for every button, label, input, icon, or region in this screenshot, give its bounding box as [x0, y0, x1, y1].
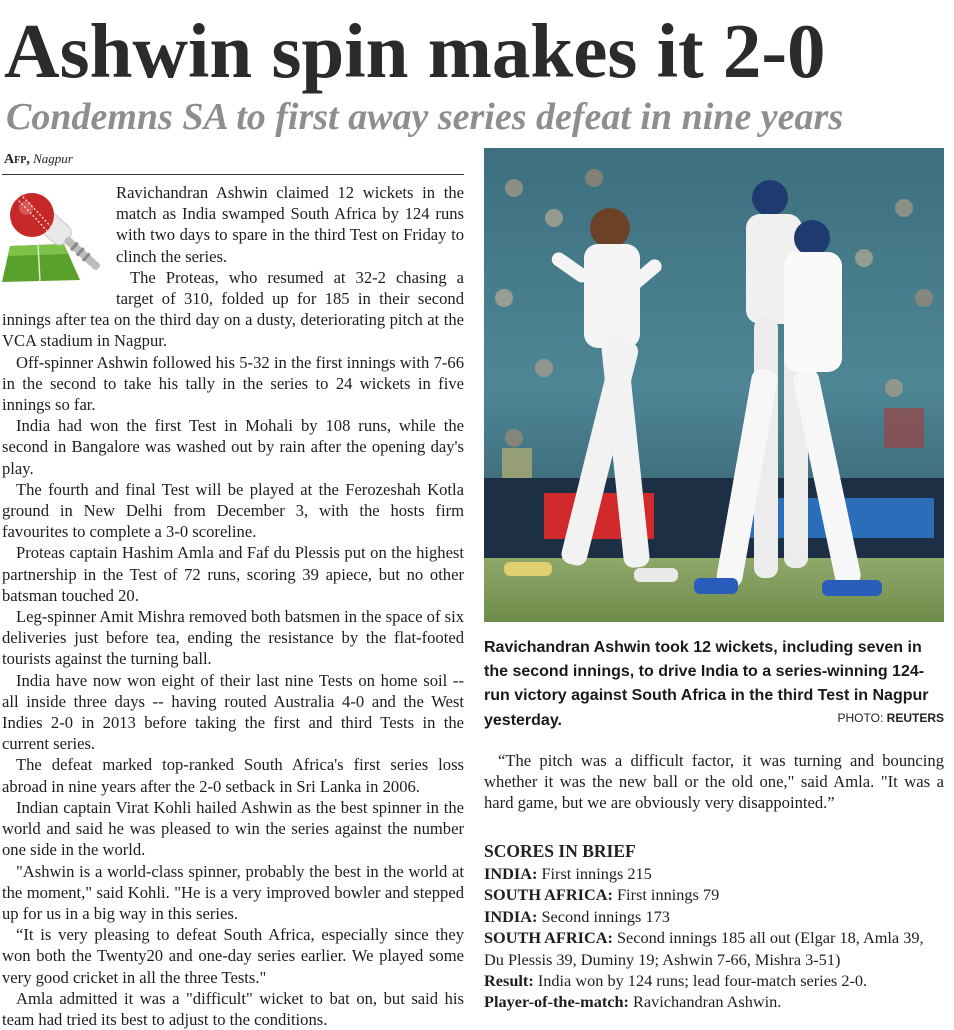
headline: Ashwin spin makes it 2-0 — [4, 8, 826, 94]
score-text: Second innings 173 — [541, 906, 670, 926]
article-paragraph: The defeat marked top-ranked South Africa's first series loss abroad in nine years after the 2-0 setback in Sri Lanka in 2006. — [2, 755, 464, 796]
score-line — [484, 927, 946, 970]
photo-caption: Ravichandran Ashwin took 12 wickets, including seven in the second innings, to drive India to a series-winning 124-run victory against South Africa in the third Test in Nagpur yesterday. — [484, 639, 929, 729]
score-label: INDIA: — [484, 864, 538, 883]
score-label: Result: — [484, 971, 534, 991]
article-paragraph: India had won the first Test in Mohali by 108 runs, while the second in Bangalore was washed out by rain after the opening day's play. — [2, 416, 464, 478]
score-text: First innings 79 — [616, 885, 720, 905]
byline — [4, 151, 73, 168]
scores-title: SCORES IN BRIEF — [484, 841, 636, 861]
score-line — [484, 906, 946, 927]
article-column-right — [484, 750, 944, 814]
score-line — [484, 884, 946, 905]
match-photo — [484, 148, 944, 622]
score-line — [484, 991, 946, 1012]
article-paragraph: Indian captain Virat Kohli hailed Ashwin as the best spinner in the world and said he was pleased to win the series against the number one side in the world. — [2, 797, 464, 860]
score-label: SOUTH AFRICA: — [484, 928, 613, 948]
score-label: Player-of-the-match: — [484, 992, 629, 1012]
score-text: Ravichandran Ashwin. — [633, 992, 782, 1012]
article-paragraph: The Proteas, who resumed at 32-2 chasing a target of 310, folded up for 185 in their second innings after tea on the third day on a dusty, deteriorating pitch at the VCA stadium in Nagpur. — [2, 267, 464, 351]
article-paragraph: Amla admitted it was a "difficult" wicket to bat on, but said his team had tried its best to adjust to the conditions. — [2, 988, 464, 1029]
article-column-left — [2, 182, 464, 1030]
article-paragraph: Proteas captain Hashim Amla and Faf du Plessis put on the highest partnership in the Test of 72 runs, scoring 39 apiece, but no other batsman touched 20. — [2, 543, 464, 605]
byline-location: Nagpur — [33, 151, 73, 166]
score-text: First innings 215 — [541, 864, 652, 883]
byline-agency: Afp, — [4, 152, 30, 167]
photo-credit-source: REUTERS — [886, 711, 944, 725]
photo-credit-label: PHOTO: — [837, 711, 884, 725]
photo-credit — [838, 711, 944, 725]
article-paragraph: "Ashwin is a world-class spinner, probably the best in the world at the moment," said Kohli. "He is a very improved bowler and stepped up for us in a big way in this series. — [2, 861, 464, 923]
article-paragraph: Leg-spinner Amit Mishra removed both batsmen in the space of six deliveries just before tea, ending the resistance by the flat-footed tourists against the turning ball. — [2, 607, 464, 669]
score-label: SOUTH AFRICA: — [484, 885, 613, 905]
article-paragraph: Off-spinner Ashwin followed his 5-32 in the first innings with 7-66 in the second to take his tally in the series to 24 wickets in five innings so far. — [2, 352, 464, 415]
cricket-ball-bat-icon — [2, 184, 110, 290]
byline-divider — [2, 174, 464, 175]
article-paragraph: “The pitch was a difficult factor, it was turning and bouncing whether it was the new ball or the old one," said Amla. "It was a hard game, but we are obviously very disappointed.” — [484, 751, 944, 813]
article-paragraph: India have now won eight of their last nine Tests on home soil -- all inside three days -- having routed Australia 4-0 and the West Indies 2-0 in 2013 before taking the first and third Tests in the current series. — [2, 670, 464, 754]
subheadline: Condemns SA to first away series defeat in nine years — [6, 96, 844, 138]
article-paragraph: “It is very pleasing to defeat South Africa, especially since they won both the Twenty20 and one-day series earlier. We played some very good cricket in all the three Tests." — [2, 925, 464, 987]
score-text: India won by 124 runs; lead four-match series 2-0. — [537, 971, 868, 991]
article-paragraph: Ravichandran Ashwin claimed 12 wickets in the match as India swamped South Africa by 124 runs with two days to spare in the third Test on Friday to clinch the series. — [116, 183, 464, 266]
score-text: Second innings 185 all out (Elgar 18, Amla 39, Du Plessis 39, Duminy 19; Ashwin 7-66, Mishra 3-51) — [484, 928, 924, 969]
score-label: INDIA: — [484, 906, 538, 926]
score-line — [484, 970, 946, 991]
score-line — [484, 863, 946, 884]
scores-list — [484, 863, 946, 1013]
article-paragraph: The fourth and final Test will be played at the Ferozeshah Kotla ground in New Delhi from December 3, with the hosts firm favourites to complete a 3-0 scoreline. — [2, 479, 464, 542]
